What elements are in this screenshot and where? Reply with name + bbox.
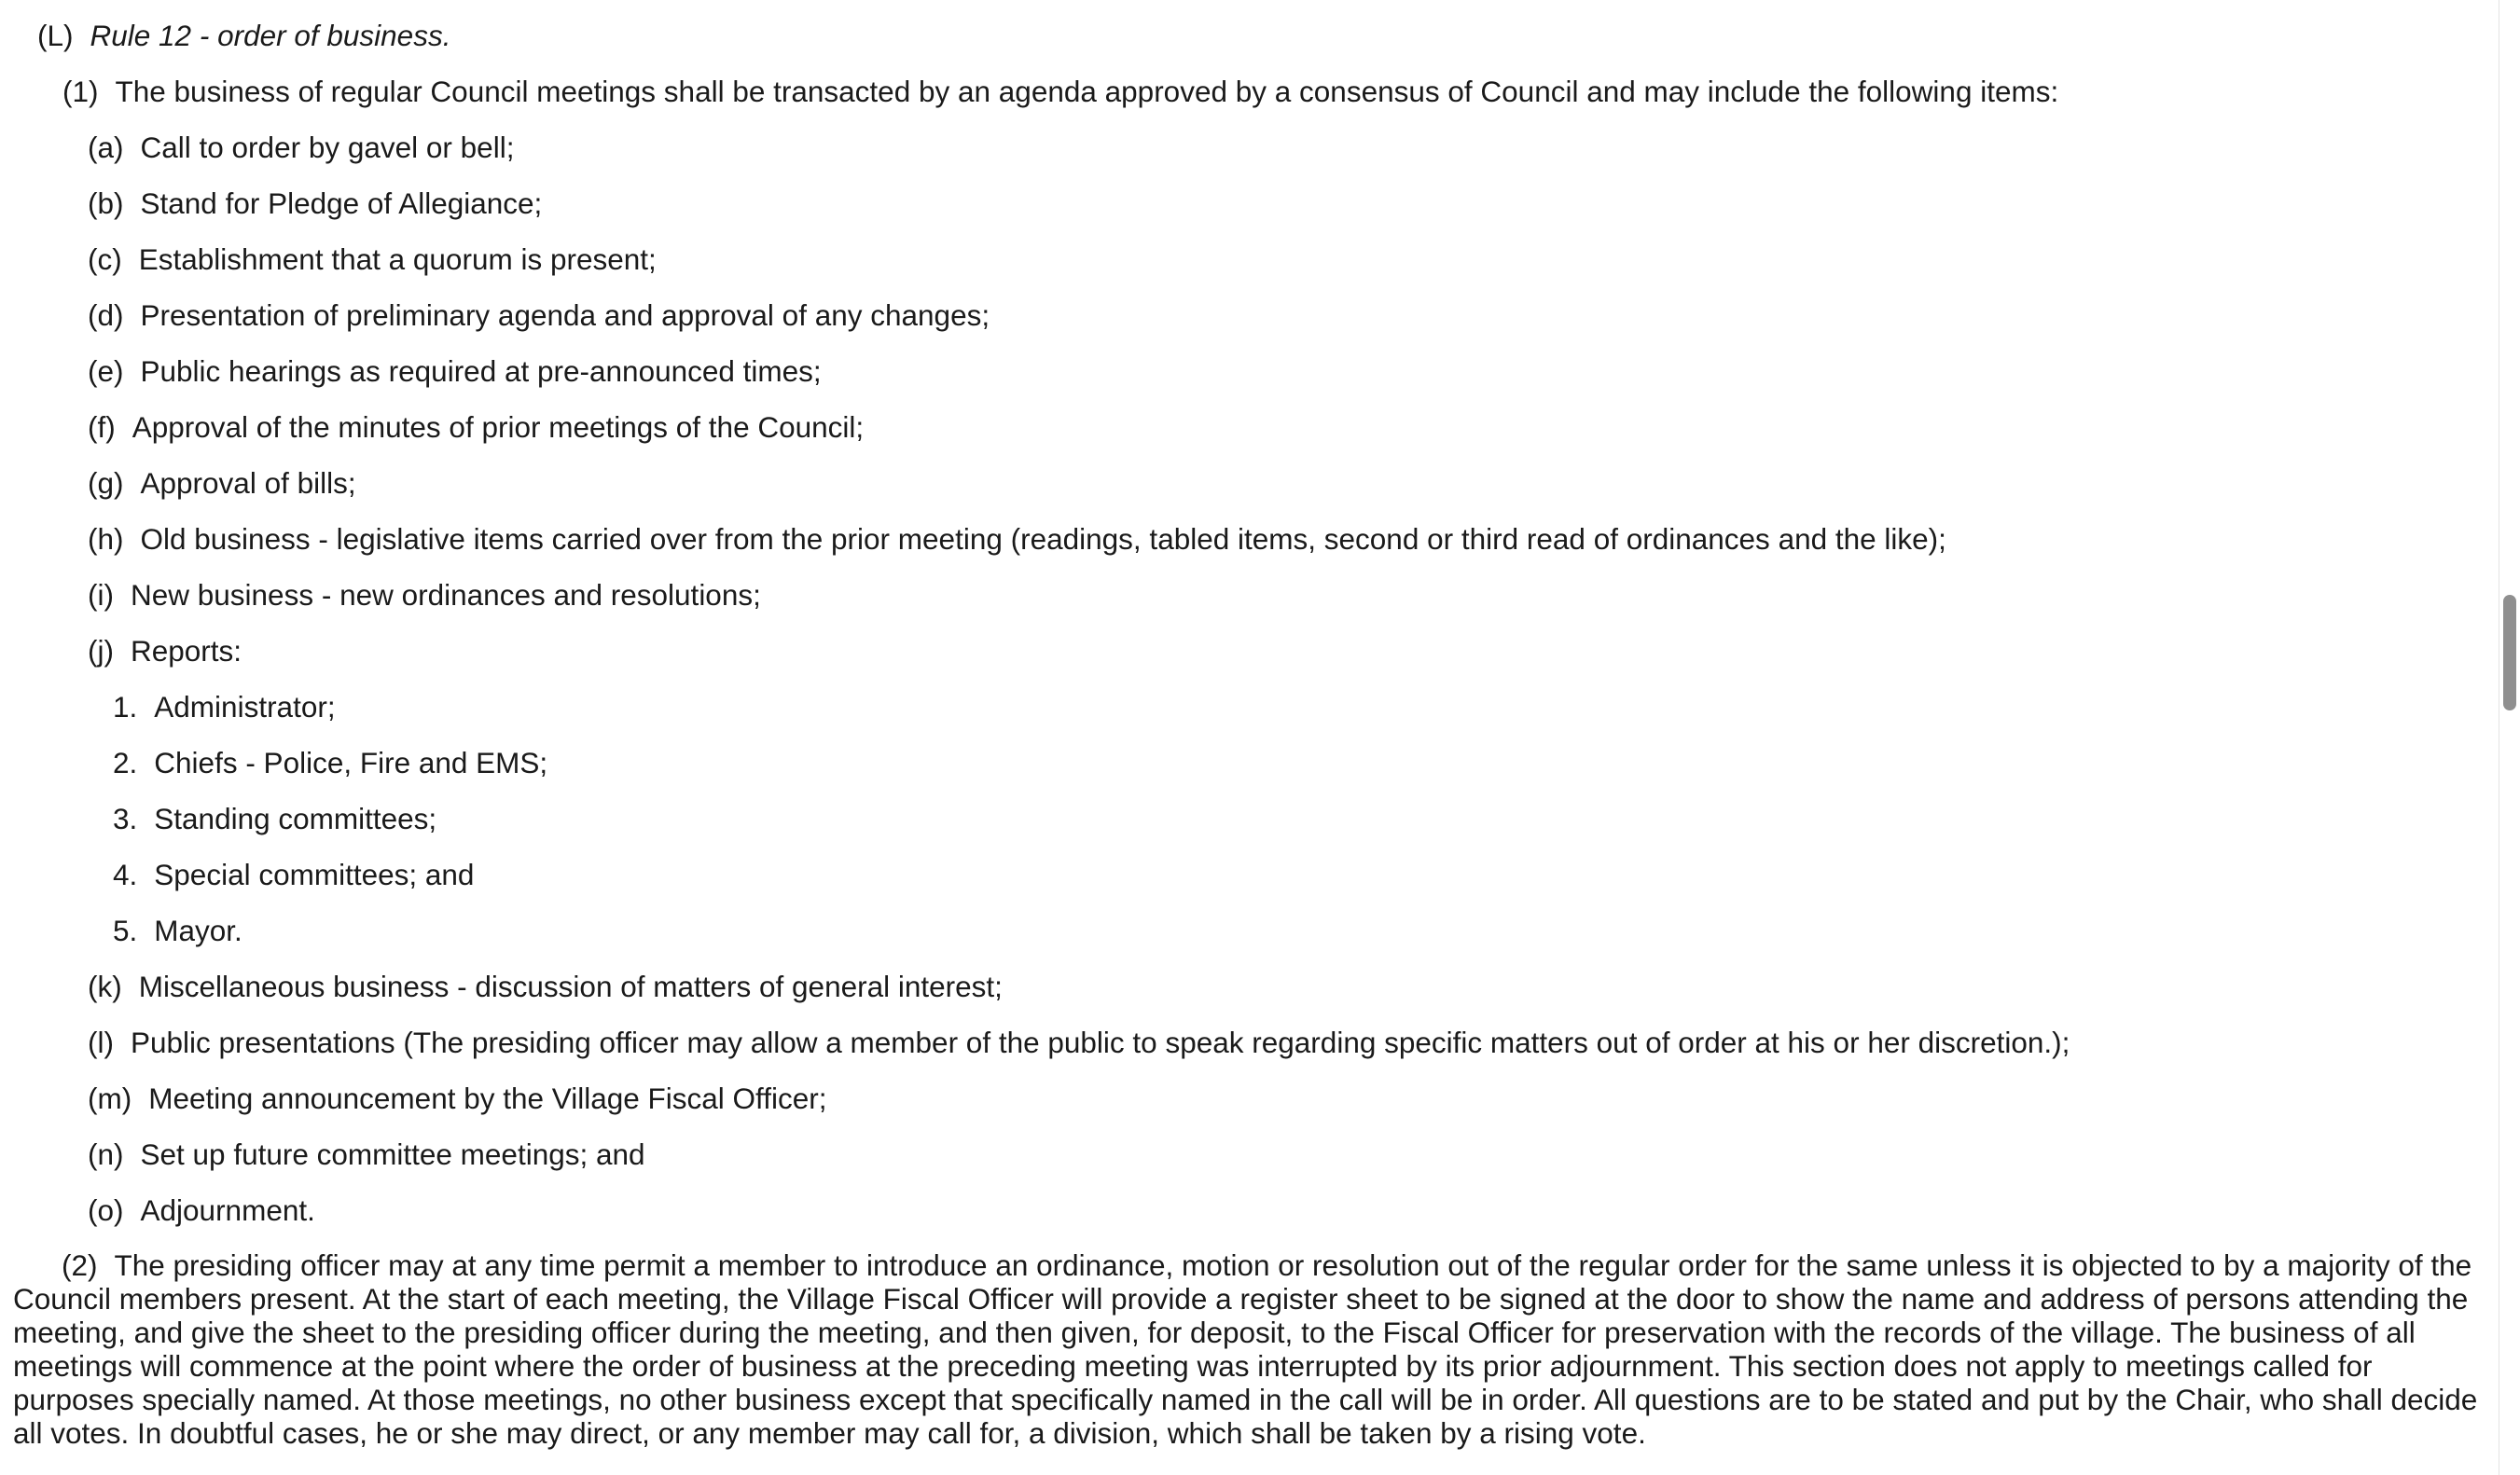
list-item (88, 1136, 645, 1173)
report-item-text: Special committees; and (154, 858, 475, 891)
report-item (113, 856, 474, 893)
report-item-text: Mayor. (154, 914, 242, 947)
list-item-label: (k) (88, 970, 122, 1003)
list-item-text: Establishment that a quorum is present; (138, 242, 657, 276)
list-item-text: Presentation of preliminary agenda and approval of any changes; (140, 298, 990, 332)
list-item-text: Set up future committee meetings; and (140, 1137, 645, 1171)
list-item-label: (h) (88, 522, 124, 556)
section-title: Rule 12 - order of business. (90, 19, 451, 52)
list-item-text: Meeting announcement by the Village Fiscal Officer; (148, 1082, 827, 1115)
list-item-label: (j) (88, 634, 114, 668)
list-item-text: Approval of the minutes of prior meetings of the Council; (132, 410, 865, 444)
list-item (88, 520, 1946, 558)
list-item (88, 464, 356, 502)
list-item-label: (g) (88, 466, 124, 500)
list-item (88, 1080, 826, 1117)
report-item (113, 744, 547, 781)
list-item (88, 1192, 315, 1229)
report-item (113, 800, 436, 837)
report-item-label: 3. (113, 802, 138, 835)
list-item-text: Approval of bills; (140, 466, 356, 500)
list-item-label: (m) (88, 1082, 132, 1115)
list-item-text: Old business - legislative items carried over from the prior meeting (readings, tabled items, second or third read of ordinances and the like); (140, 522, 1946, 556)
list-item-text: New business - new ordinances and resolutions; (130, 578, 761, 612)
list-item (88, 296, 990, 334)
list-item-label: (f) (88, 410, 116, 444)
report-item-label: 2. (113, 746, 138, 779)
list-item-label: (n) (88, 1137, 124, 1171)
report-item-text: Chiefs - Police, Fire and EMS; (154, 746, 548, 779)
section-label: (L) (37, 19, 74, 52)
list-item (88, 576, 761, 613)
rule-2-label: (2) (62, 1248, 98, 1282)
rule-1-label: (1) (62, 75, 99, 108)
section-heading (37, 17, 450, 54)
report-item (113, 912, 242, 949)
list-item (88, 408, 864, 446)
list-item-text: Call to order by gavel or bell; (140, 131, 515, 164)
list-item-text: Stand for Pledge of Allegiance; (140, 186, 543, 220)
list-item-text: Public presentations (The presiding officer may allow a member of the public to speak regarding specific matters out of order at his or her discretion.); (130, 1026, 2070, 1059)
list-item-text: Miscellaneous business - discussion of matters of general interest; (138, 970, 1003, 1003)
list-item-label: (e) (88, 354, 124, 388)
rule-1-text: The business of regular Council meetings shall be transacted by an agenda approved by a consensus of Council and may include the following items: (115, 75, 2059, 108)
list-item (88, 352, 822, 390)
list-item-label: (i) (88, 578, 114, 612)
report-item (113, 688, 336, 725)
list-item-label: (l) (88, 1026, 114, 1059)
list-item (88, 129, 514, 166)
report-item-label: 4. (113, 858, 138, 891)
list-item-text: Reports: (130, 634, 242, 668)
scrollbar-thumb[interactable] (2503, 595, 2516, 710)
list-item-label: (b) (88, 186, 124, 220)
list-item-label: (a) (88, 131, 124, 164)
list-item-label: (d) (88, 298, 124, 332)
list-item-text: Public hearings as required at pre-announced times; (140, 354, 822, 388)
rule-1 (62, 73, 2058, 110)
list-item (88, 968, 1003, 1005)
rule-2-paragraph (13, 1248, 2490, 1450)
list-item-label: (o) (88, 1193, 124, 1227)
list-item (88, 185, 542, 222)
list-item (88, 632, 242, 669)
report-item-text: Standing committees; (154, 802, 437, 835)
list-item-label: (c) (88, 242, 122, 276)
report-item-label: 5. (113, 914, 138, 947)
list-item (88, 1024, 2070, 1061)
list-item (88, 241, 657, 278)
report-item-text: Administrator; (154, 690, 336, 724)
report-item-label: 1. (113, 690, 138, 724)
vertical-scrollbar[interactable] (2499, 0, 2520, 1475)
list-item-text: Adjournment. (140, 1193, 315, 1227)
rule-2-text: The presiding officer may at any time permit a member to introduce an ordinance, motion or resolution out of the regular order for the same unless it is objected to by a majority of the Council members present. At the start of each meeting, the Village Fiscal Officer will provide a register sheet to be signed at the door to show the name and address of persons attending the meeting, and give the sheet to the presiding officer during the meeting, and then given, for deposit, to the Fiscal Officer for preservation with the records of the village. The business of all meetings will commence at the point where the order of business at the preceding meeting was interrupted by its prior adjournment. This section does not apply to meetings called for purposes specially named. At those meetings, no other business except that specifically named in the call will be in order. All questions are to be stated and put by the Chair, who shall decide all votes. In doubtful cases, he or she may direct, or any member may call for, a division, which shall be taken by a rising vote. (13, 1248, 2478, 1450)
